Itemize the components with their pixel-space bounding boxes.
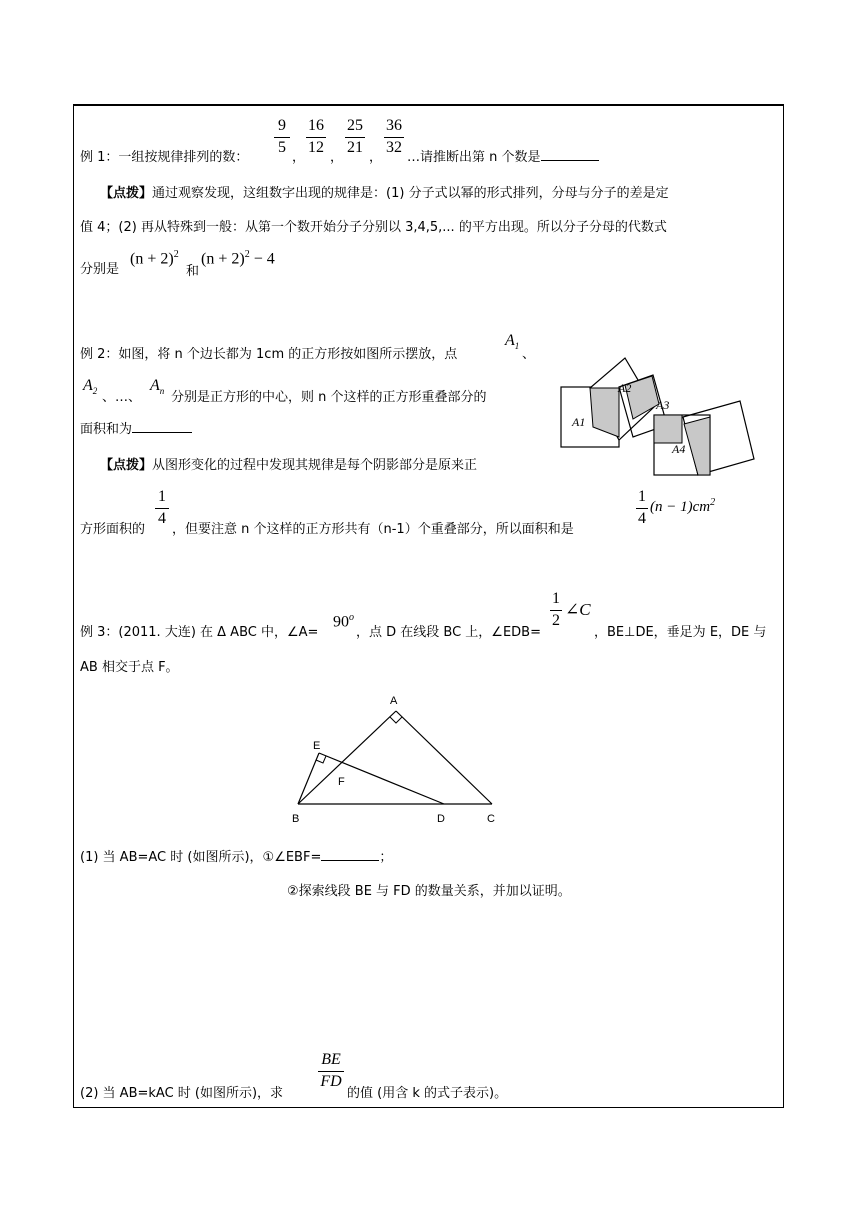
comma: ， [369, 150, 383, 165]
label-A: A [390, 695, 398, 707]
ex2-line1: 例 2：如图，将 n 个边长都为 1cm 的正方形按如图所示摆放，点 [80, 347, 458, 362]
label-F: F [338, 776, 345, 788]
ex2-hint-line1: 【点拨】从图形变化的过程中发现其规律是每个阴影部分是原来正 [100, 458, 478, 473]
comma: ， [330, 150, 344, 165]
fraction-36-32: 36 32 [386, 117, 402, 156]
fraction-1-2: 1 2 [552, 590, 560, 629]
triangle-figure [286, 688, 516, 828]
ex1-suffix: …请推断出第 n 个数是 [407, 146, 599, 165]
page-frame [73, 104, 784, 1108]
angle-c: ∠C [565, 600, 591, 619]
fraction-1-4: 1 4 [155, 488, 169, 528]
ex3-q2-b: 的值 (用含 k 的式子表示)。 [347, 1086, 508, 1101]
ex1-hint-line3: 分别是 [80, 262, 120, 277]
point-an: $A_n$ [150, 377, 165, 397]
ex2-hint-line2-prefix: 方形面积的 [80, 522, 146, 537]
angle-90: 90$^o$ [333, 612, 354, 631]
overlapping-squares-figure [558, 355, 766, 485]
ex2-line3: 面积和为 [80, 418, 192, 437]
ex3-q1-a: (1) 当 AB=AC 时 (如图所示)，①∠EBF= ； [80, 850, 393, 865]
label-a2: A2 [618, 381, 632, 395]
point-a1: $A_1$ [505, 332, 520, 352]
label-C: C [487, 813, 495, 825]
ex1-hint-line2: 值 4；(2) 再从特殊到一般：从第一个数开始分子分别以 3,4,5,... 的平方出现。所以分子分母的代数式 [80, 220, 667, 235]
ex1-prefix: 例 1：一组按规律排列的数： [80, 150, 249, 165]
label-D: D [437, 813, 445, 825]
dots: 、…、 [102, 390, 142, 405]
label-a3: A3 [656, 398, 670, 412]
ex3-line1-b: ，点 D 在线段 BC 上，∠EDB= [356, 625, 541, 640]
fraction-25-21: 25 21 [347, 117, 363, 156]
ex2-hint-line2-mid: ，但要注意 n 个这样的正方形共有（n-1）个重叠部分，所以面积和是 [172, 522, 574, 537]
label-a4: A4 [672, 442, 686, 456]
label-E: E [313, 740, 321, 752]
ex1-hint-line1: 【点拨】通过观察发现，这组数字出现的规律是：(1) 分子式以幂的形式排列，分母与分子的差是定 [100, 186, 669, 201]
ex3-q1-b: ②探索线段 BE 与 FD 的数量关系，并加以证明。 [287, 884, 571, 899]
and-text: 和 [186, 264, 200, 279]
ex3-line1-a: 例 3：(2011. 大连) 在 Δ ABC 中，∠A= [80, 625, 319, 640]
fraction-16-12: 16 12 [308, 117, 324, 156]
point-a2: $A_2$ [83, 377, 98, 397]
ex3-line1-c: ，BE⊥DE，垂足为 E，DE 与 [594, 625, 767, 640]
ex3-q2-a: (2) 当 AB=kAC 时 (如图所示)，求 [80, 1086, 284, 1101]
shaded-overlap-3 [654, 415, 682, 443]
separator: 、 [522, 347, 536, 362]
expr-n-plus-2-squared-minus-4: $(n + 2)^2 - 4$ [201, 249, 275, 268]
label-a1: A1 [572, 415, 586, 429]
label-B: B [292, 813, 300, 825]
comma: ， [292, 150, 306, 165]
answer-expression: $(n - 1)cm^2$ [650, 497, 716, 515]
ex2-line2: 分别是正方形的中心，则 n 个这样的正方形重叠部分的 [171, 390, 487, 405]
answer-fraction-1-4: 1 4 [638, 488, 646, 527]
expr-n-plus-2-squared: $(n + 2)^2$ [130, 249, 179, 268]
fraction-9-5: 9 5 [274, 117, 290, 157]
ex3-line2: AB 相交于点 F。 [80, 660, 179, 675]
fraction-be-fd: BE FD [318, 1051, 344, 1091]
